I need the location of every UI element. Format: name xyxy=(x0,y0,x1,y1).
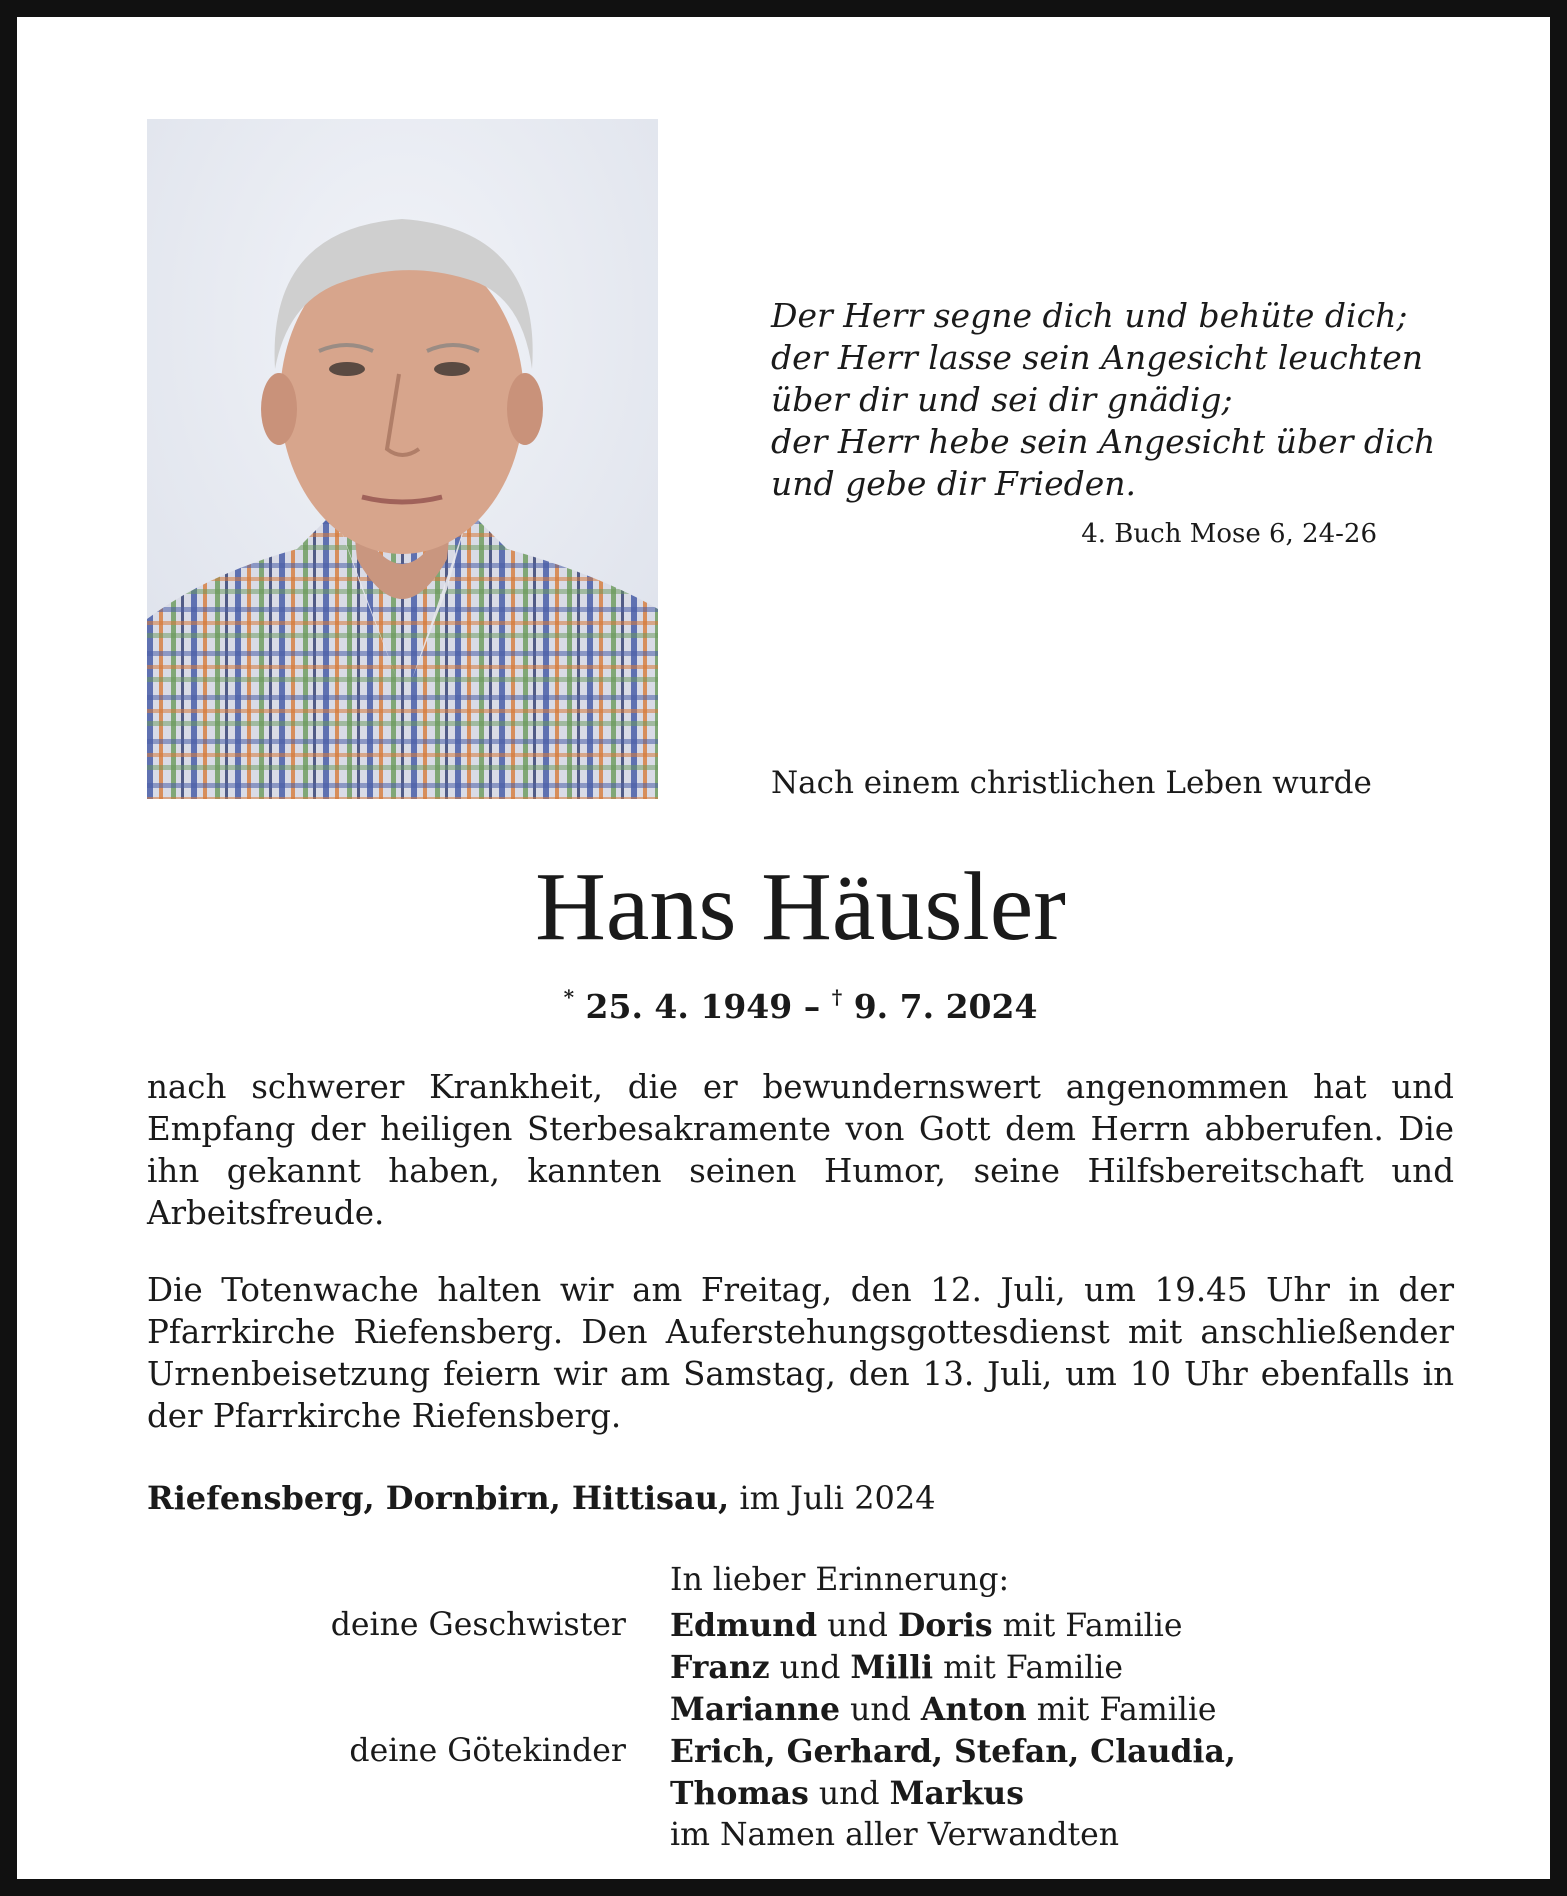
godchild-name: Markus xyxy=(889,1775,1024,1812)
sibling-partner-name: Doris xyxy=(897,1607,993,1644)
godchild-name: Thomas xyxy=(670,1775,809,1812)
closing-line: im Namen aller Verwandten xyxy=(670,1817,1120,1853)
birth-symbol: * xyxy=(563,985,575,1009)
conjunction: und xyxy=(818,1776,880,1812)
quote-line: der Herr hebe sein Angesicht über dich xyxy=(771,422,1436,461)
family-suffix: mit Familie xyxy=(1002,1608,1183,1644)
sibling-name: Edmund xyxy=(670,1607,818,1644)
bible-quote xyxy=(771,295,1471,505)
quote-line: der Herr lasse sein Angesicht leuchten xyxy=(771,338,1423,377)
conjunction: und xyxy=(850,1692,911,1728)
deceased-name: Hans Häusler xyxy=(535,853,1066,961)
in-memory-heading: In lieber Erinnerung: xyxy=(670,1562,1010,1598)
sibling-partner-name: Milli xyxy=(850,1649,934,1686)
announcement-paragraph: nach schwerer Krankheit, die er bewundernswert angenommen hat und Empfang der heiligen Sterbesakramente von Gott dem Herrn abberufen. Die ihn gekannt haben, kannten seinen Humor, seine Hilfsbereitschaft und Arbeitsfreude. xyxy=(147,1068,1454,1232)
places: Riefensberg, Dornbirn, Hittisau, xyxy=(147,1479,730,1517)
sibling-name: Marianne xyxy=(670,1691,841,1728)
sibling-partner-name: Anton xyxy=(920,1691,1027,1728)
sibling-line xyxy=(670,1691,1217,1728)
family-suffix: mit Familie xyxy=(943,1650,1123,1686)
quote-line: Der Herr segne dich und behüte dich; xyxy=(771,296,1408,335)
place-and-date xyxy=(147,1479,936,1517)
birth-date: 25. 4. 1949 xyxy=(585,987,793,1026)
portrait-photo xyxy=(147,119,658,799)
sibling-line xyxy=(670,1649,1123,1686)
life-dates xyxy=(17,985,1567,1026)
family-suffix: mit Familie xyxy=(1036,1692,1217,1728)
quote-line: über dir und sei dir gnädig; xyxy=(771,380,1233,419)
godchildren-line xyxy=(670,1775,1024,1812)
death-date: 9. 7. 2024 xyxy=(853,987,1038,1026)
godchildren-label: deine Götekinder xyxy=(349,1733,626,1769)
quote-source: 4. Buch Mose 6, 24-26 xyxy=(1081,519,1377,549)
announcement-date: im Juli 2024 xyxy=(739,1479,936,1517)
sibling-line xyxy=(670,1607,1182,1644)
godchildren-names: Erich, Gerhard, Stefan, Claudia, xyxy=(670,1733,1236,1770)
intro-text: Nach einem christlichen Leben wurde xyxy=(771,765,1372,801)
date-separator: – xyxy=(803,987,821,1026)
conjunction: und xyxy=(779,1650,841,1686)
conjunction: und xyxy=(827,1608,888,1644)
godchildren-line xyxy=(670,1733,1236,1770)
quote-line: und gebe dir Frieden. xyxy=(771,464,1137,503)
death-symbol: † xyxy=(831,985,843,1009)
siblings-label: deine Geschwister xyxy=(330,1607,626,1643)
funeral-details-paragraph: Die Totenwache halten wir am Freitag, den 12. Juli, um 19.45 Uhr in der Pfarrkirche Riefensberg. Den Auferstehungsgottesdienst mit anschließender Urnenbeisetzung feiern wir am Samstag, den 13. Juli, um 10 Uhr ebenfalls in der Pfarrkirche Riefensberg. xyxy=(147,1271,1454,1435)
sibling-name: Franz xyxy=(670,1649,770,1686)
